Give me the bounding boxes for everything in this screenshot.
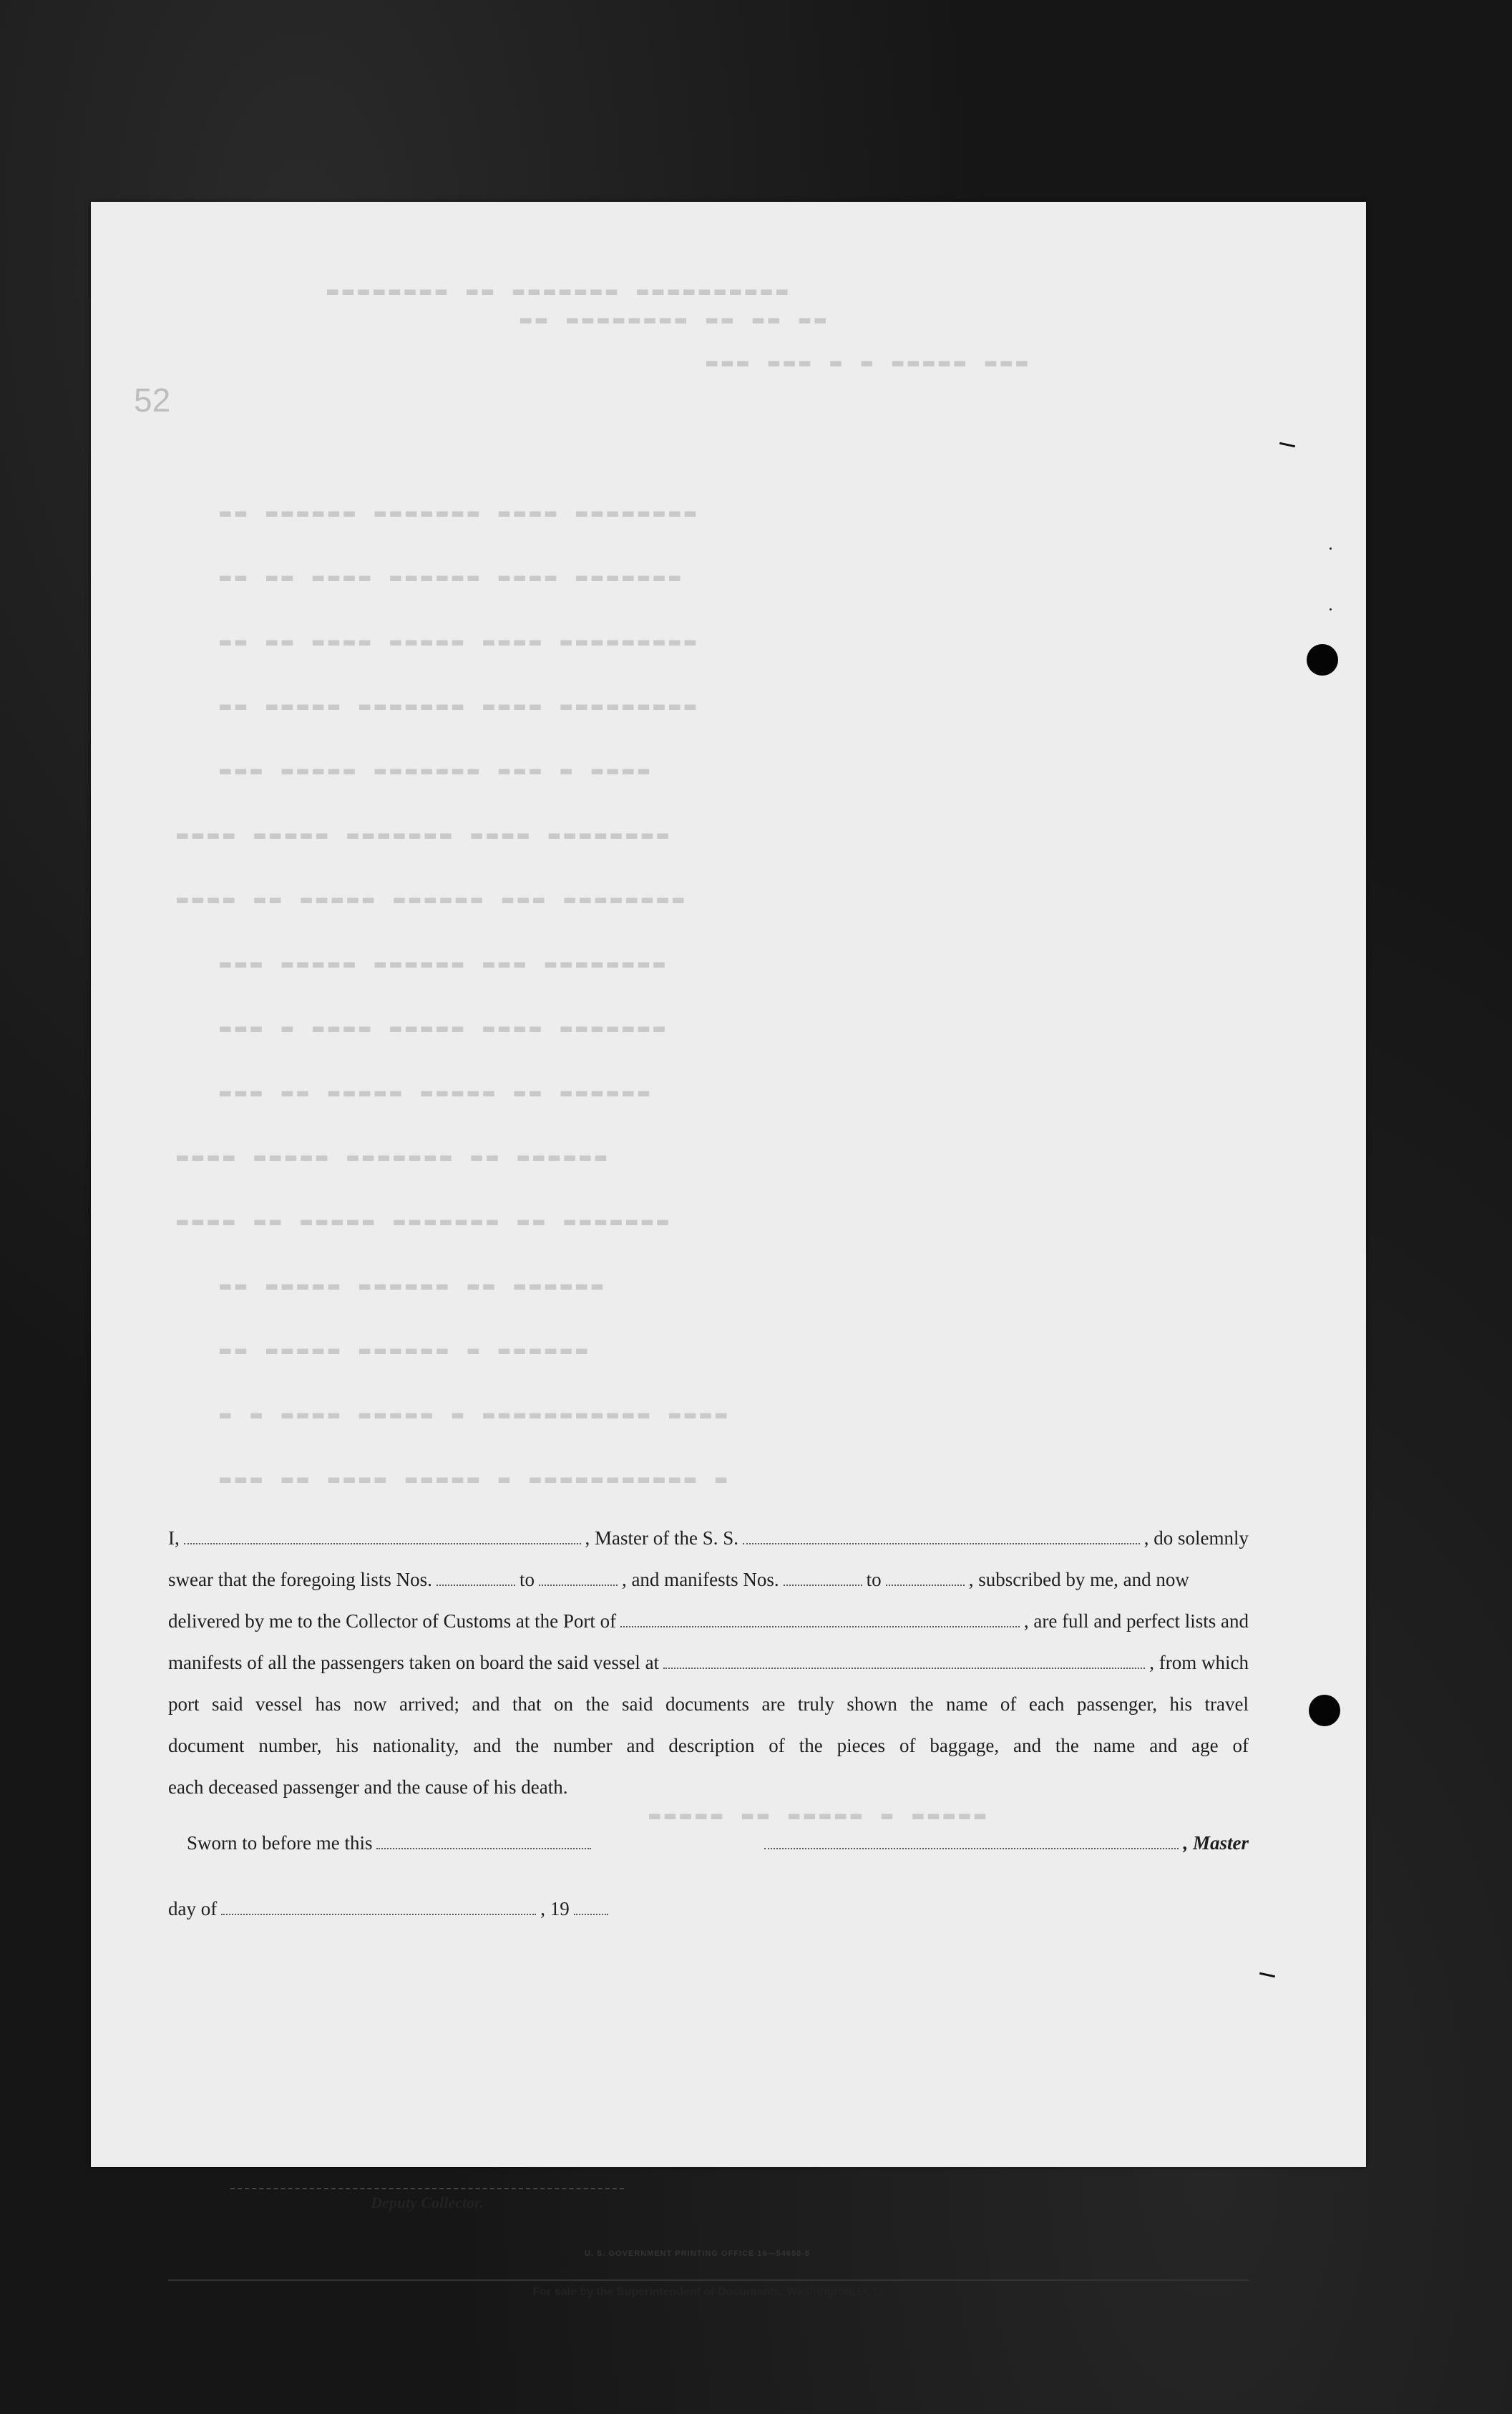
declaration-line — [168, 1517, 1249, 1559]
declaration-text: , from which — [1149, 1652, 1249, 1673]
declaration-line — [168, 1559, 1249, 1600]
bleed-through-row: ▬ ▬ ▬▬▬▬ ▬▬▬▬▬ ▬ ▬▬▬▬▬▬▬▬▬▬▬ ▬▬▬▬ — [220, 1404, 731, 1426]
scan-speck — [1330, 547, 1332, 550]
declaration-text: , Master of the S. S. — [585, 1527, 738, 1549]
lists-from-field[interactable] — [436, 1572, 515, 1586]
declaration-text: , are full and perfect lists and — [1023, 1610, 1249, 1632]
master-name-field[interactable] — [184, 1530, 581, 1544]
footer-rule — [168, 2279, 1249, 2281]
declaration-line: document number, his nationality, and the number and description of the pieces of baggage, and the name and age of — [168, 1735, 1249, 1756]
bleed-through-row: ▬▬ ▬▬▬▬▬▬ ▬▬▬▬▬▬▬ ▬▬▬▬ ▬▬▬▬▬▬▬▬ — [220, 502, 701, 524]
bleed-through-row: ▬▬▬ ▬▬ ▬▬▬▬ ▬▬▬▬▬ ▬ ▬▬▬▬▬▬▬▬▬▬▬ ▬ — [220, 1469, 731, 1490]
vessel-name-field[interactable] — [743, 1530, 1140, 1544]
lists-to-field[interactable] — [539, 1572, 618, 1586]
gpo-imprint: U. S. GOVERNMENT PRINTING OFFICE 16—54650-5 — [585, 2249, 811, 2258]
punch-hole — [1309, 1695, 1340, 1726]
bleed-through-row: ▬▬▬▬ ▬▬▬▬▬ ▬▬▬▬▬▬▬ ▬▬ ▬▬▬▬▬▬ — [177, 1147, 611, 1168]
bleed-through-row: ▬▬▬ ▬▬ ▬▬▬▬▬ ▬▬▬▬▬ ▬▬ ▬▬▬▬▬▬ — [220, 1082, 654, 1104]
declaration-text: , subscribed by me, and now — [968, 1569, 1189, 1590]
scan-speck — [1330, 608, 1332, 610]
master-label: , Master — [1183, 1832, 1249, 1854]
masters-declaration — [168, 1517, 1249, 1929]
deputy-collector-signature-line: Deputy Collector. — [230, 2188, 624, 2212]
manifests-to-field[interactable] — [886, 1572, 965, 1586]
bleed-through-row: ▬▬ ▬▬ ▬▬▬▬ ▬▬▬▬▬▬ ▬▬▬▬ ▬▬▬▬▬▬▬ — [220, 567, 685, 588]
declaration-text: , do solemnly — [1143, 1527, 1249, 1549]
year-prefix-text: , 19 — [540, 1898, 570, 1919]
for-sale-notice: For sale by the Superintendent of Documents, Washington, D. C. — [532, 2286, 884, 2298]
bleed-through-row: ▬▬ ▬▬▬▬▬ ▬▬▬▬▬▬ ▬ ▬▬▬▬▬▬ — [220, 1340, 592, 1361]
bleed-through-row: ▬▬ ▬▬▬▬▬ ▬▬▬▬▬▬▬ ▬▬▬▬ ▬▬▬▬▬▬▬▬▬ — [220, 696, 701, 717]
declaration-text: to — [866, 1569, 882, 1590]
bleed-through-row: ▬▬▬ ▬ ▬▬▬▬ ▬▬▬▬▬ ▬▬▬▬ ▬▬▬▬▬▬▬ — [220, 1018, 669, 1039]
declaration-line: each deceased passenger and the cause of his death. — [168, 1776, 568, 1798]
declaration-text: , and manifests Nos. — [621, 1569, 779, 1590]
bleed-through-row: ▬▬▬ ▬▬▬▬▬ ▬▬▬▬▬▬▬ ▬▬▬ ▬ ▬▬▬▬ — [220, 760, 654, 782]
year-field[interactable] — [574, 1901, 608, 1915]
punch-hole — [1307, 644, 1338, 676]
manifests-from-field[interactable] — [784, 1572, 862, 1586]
bleed-through-heading: ▬▬▬▬▬▬▬▬ ▬▬ ▬▬▬▬▬▬▬ ▬▬▬▬▬▬▬▬▬▬ — [327, 281, 792, 302]
bleed-through-row: ▬▬▬▬ ▬▬▬▬▬ ▬▬▬▬▬▬▬ ▬▬▬▬ ▬▬▬▬▬▬▬▬ — [177, 824, 673, 846]
day-of-line — [168, 1888, 1249, 1929]
bleed-through-row: ▬▬▬▬ ▬▬ ▬▬▬▬▬ ▬▬▬▬▬▬ ▬▬▬ ▬▬▬▬▬▬▬▬ — [177, 889, 688, 910]
bleed-through-line: ▬▬▬ ▬▬▬ ▬ ▬ ▬▬▬▬▬ ▬▬▬ — [706, 352, 1032, 374]
port-of-embarkation-field[interactable] — [663, 1655, 1145, 1669]
declaration-text: delivered by me to the Collector of Customs at the Port of — [168, 1610, 617, 1632]
bleed-through-line: ▬▬ ▬▬▬▬▬▬▬▬ ▬▬ ▬▬ ▬▬ — [520, 309, 831, 331]
declaration-text: to — [519, 1569, 535, 1590]
declaration-line — [168, 1642, 1249, 1683]
declaration-text: manifests of all the passengers taken on board the said vessel at — [168, 1652, 660, 1673]
declaration-text: I, — [168, 1527, 180, 1549]
manifest-page — [91, 202, 1366, 2298]
sworn-text: Sworn to before me this — [187, 1832, 373, 1854]
bleed-through-row: ▬▬▬▬▬ ▬▬ ▬▬▬▬▬ ▬ ▬▬▬▬▬ — [649, 1805, 990, 1826]
bleed-through-row: ▬▬▬ ▬▬▬▬▬ ▬▬▬▬▬▬ ▬▬▬ ▬▬▬▬▬▬▬▬ — [220, 953, 669, 975]
day-of-text: day of — [168, 1898, 218, 1919]
bleed-through-page-number: 52 — [134, 381, 171, 419]
sworn-line — [168, 1822, 1249, 1864]
master-signature-field[interactable] — [764, 1835, 1179, 1849]
bleed-through-row: ▬▬ ▬▬▬▬▬ ▬▬▬▬▬▬ ▬▬ ▬▬▬▬▬▬ — [220, 1275, 608, 1297]
bleed-through-row: ▬▬ ▬▬ ▬▬▬▬ ▬▬▬▬▬ ▬▬▬▬ ▬▬▬▬▬▬▬▬▬ — [220, 631, 701, 653]
declaration-line: port said vessel has now arrived; and that on the said documents are truly shown the name of each passenger, his travel — [168, 1693, 1249, 1715]
declaration-line — [168, 1600, 1249, 1642]
sworn-date-field[interactable] — [376, 1835, 591, 1849]
month-field[interactable] — [221, 1901, 536, 1915]
bleed-through-row: ▬▬▬▬ ▬▬ ▬▬▬▬▬ ▬▬▬▬▬▬▬ ▬▬ ▬▬▬▬▬▬▬ — [177, 1211, 673, 1232]
declaration-text: swear that the foregoing lists Nos. — [168, 1569, 432, 1590]
port-of-arrival-field[interactable] — [620, 1613, 1020, 1627]
